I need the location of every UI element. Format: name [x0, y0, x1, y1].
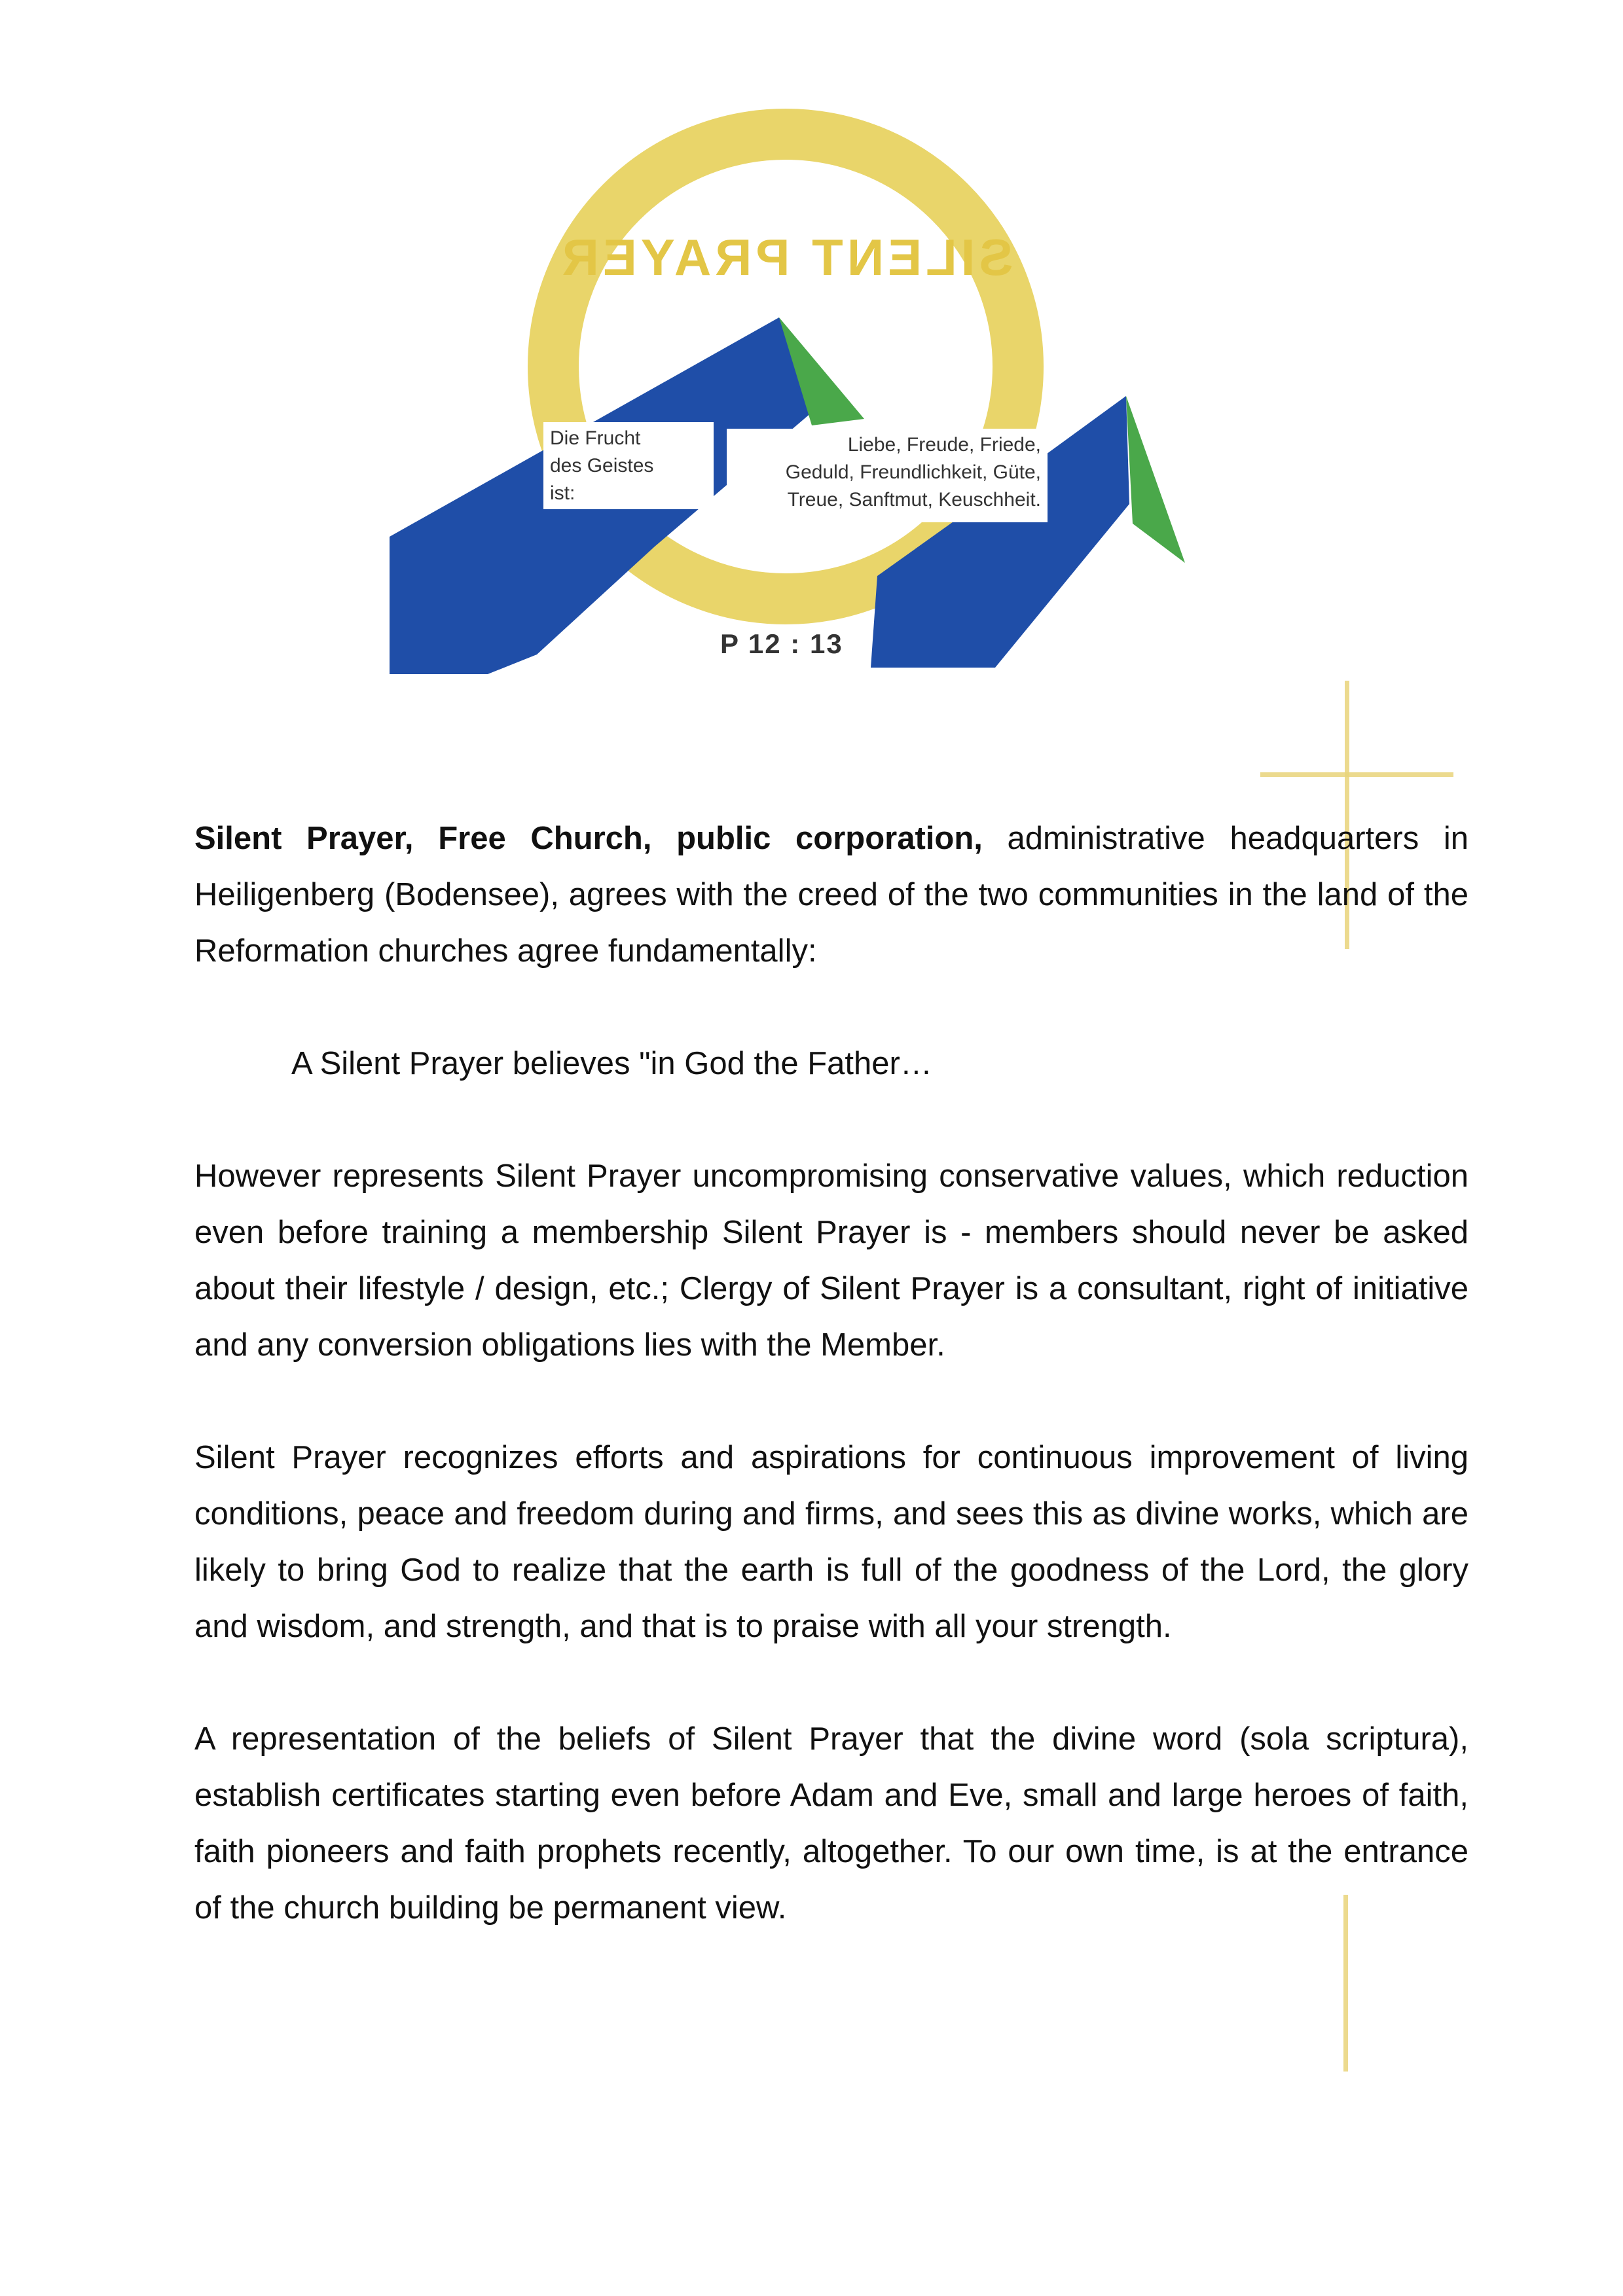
logo-left-line: Die Frucht	[550, 427, 641, 449]
paragraph-improvement: Silent Prayer recognizes efforts and aspirations for continuous improvement of living conditions, peace and freedom during and firms, and sees this as divine works, which are likely to bring God to realize that the earth is full of the goodness of the Lord, the glory and wisdom, and strength, and that is to praise with all your strength.	[194, 1440, 1468, 1644]
intro-bold: Silent Prayer, Free Church, public corporation,	[194, 821, 983, 856]
logo-green-peak-right	[1126, 396, 1185, 563]
intro-rest: administrative headquarters in Heiligenberg (Bodensee), agrees with the creed of the two communities in the land of the Reformation churches agree fundamentally:	[194, 821, 1468, 969]
paragraph-beliefs: A representation of the beliefs of Silent Prayer that the divine word (sola scriptura), establish certificates starting even before Adam and Eve, small and large heroes of faith, faith pioneers and faith prophets recently, altogether. To our own time, is at the entrance of the church building be permanent view.	[194, 1721, 1468, 1926]
svg-text:SILENT PRAYER: SILENT PRAYER	[558, 228, 1013, 286]
creed-line: A Silent Prayer believes "in God the Father…	[291, 1046, 932, 1081]
logo-right-line: Treue, Sanftmut, Keuschheit.	[787, 489, 1041, 511]
logo-fruit-list	[727, 429, 1048, 522]
logo-left-line: des Geistes	[550, 455, 654, 476]
logo-graphic	[0, 0, 1623, 720]
logo-ring-lettering	[558, 228, 1013, 286]
logo-scripture-reference: P 12 : 13	[720, 628, 843, 659]
logo-right-line: Liebe, Freude, Friede,	[847, 434, 1041, 456]
intro-paragraph	[194, 810, 1468, 979]
logo-right-line: Geduld, Freundlichkeit, Güte,	[785, 461, 1041, 483]
logo-left-line: ist:	[550, 482, 575, 504]
church-logo	[0, 0, 1623, 720]
cross-horizontal	[1260, 772, 1453, 777]
document-body	[194, 810, 1468, 1992]
paragraph-values: However represents Silent Prayer uncompromising conservative values, which reduction even before training a membership Silent Prayer is - members should never be asked about their lifestyle / design, etc.; Clergy of Silent Prayer is a consultant, right of initiative and any conversion obligations lies with the Member.	[194, 1158, 1468, 1363]
logo-fruit-label	[543, 422, 714, 509]
